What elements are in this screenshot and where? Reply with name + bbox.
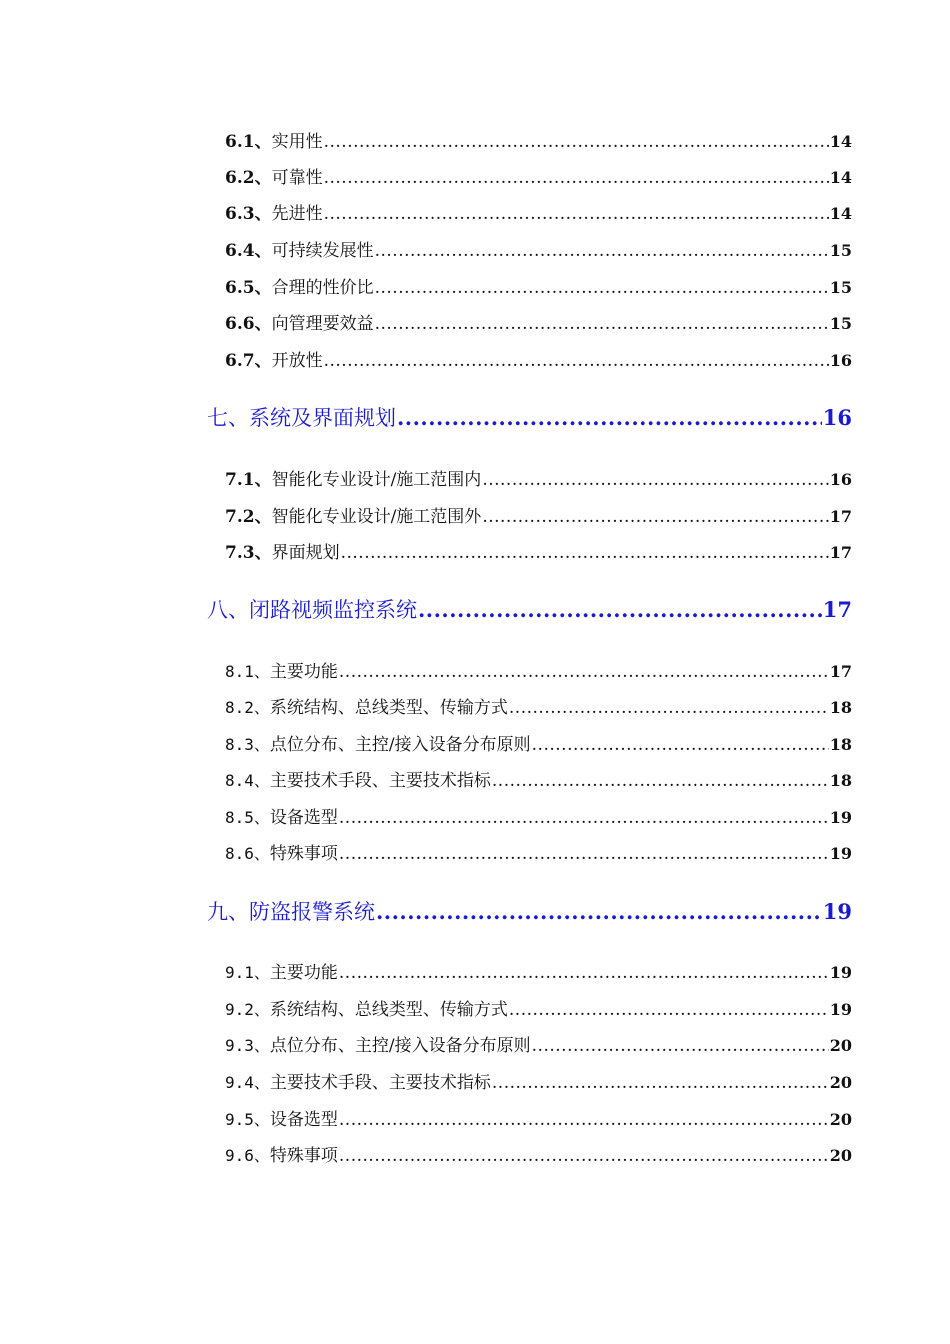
toc-entry-title: 主要功能 (269, 963, 338, 983)
toc-dot-leader (492, 771, 829, 791)
toc-dot-leader (324, 168, 829, 188)
toc-dot-leader (375, 241, 829, 261)
toc-entry-8-1[interactable] (225, 657, 852, 682)
toc-entry-title: 界面规划 (271, 543, 340, 563)
toc-entry-title: 主要技术手段、主要技术指标 (269, 1073, 491, 1093)
toc-entry-title: 特殊事项 (269, 1146, 338, 1166)
toc-dot-leader (482, 470, 828, 490)
toc-dot-leader (532, 1036, 829, 1056)
toc-entry-9-5[interactable] (225, 1105, 852, 1130)
toc-dot-leader (339, 662, 829, 682)
toc-page-number: 19 (829, 1000, 852, 1019)
toc-entry-9-6[interactable] (225, 1141, 852, 1166)
toc-entry-8-5[interactable] (225, 803, 852, 828)
toc-entry-number: 6.5、 (225, 278, 272, 298)
toc-dot-leader (324, 132, 829, 152)
toc-dot-leader (492, 1073, 829, 1093)
toc-page-number: 14 (829, 132, 852, 151)
toc-dot-leader (418, 597, 822, 622)
toc-entry-number: 8.1、 (225, 662, 270, 681)
toc-dot-leader (339, 808, 829, 828)
toc-entry-6-5[interactable] (225, 273, 852, 298)
toc-dot-leader (376, 899, 822, 924)
toc-entry-title: 特殊事项 (269, 844, 338, 864)
toc-page-number: 16 (829, 470, 852, 489)
toc-page-number: 17 (829, 543, 852, 562)
toc-entry-number: 8.5、 (225, 808, 270, 827)
toc-dot-leader (339, 1110, 829, 1130)
toc-entry-9-1[interactable] (225, 958, 852, 983)
toc-entry-number: 9.2、 (225, 1000, 270, 1019)
toc-entry-9-4[interactable] (225, 1068, 852, 1093)
toc-page-number: 20 (829, 1036, 852, 1055)
toc-entry-number: 6.6、 (225, 314, 272, 334)
toc-entry-title: 设备选型 (269, 808, 338, 828)
toc-page-number: 19 (829, 844, 852, 863)
toc-entry-6-2[interactable] (225, 163, 852, 188)
toc-chapter-title: 闭路视频监控系统 (249, 598, 417, 622)
toc-dot-leader (339, 963, 829, 983)
toc-chapter-number: 九、 (207, 900, 249, 924)
toc-page-number: 15 (829, 314, 852, 333)
toc-chapter-number: 八、 (207, 598, 249, 622)
toc-entry-title: 先进性 (271, 204, 323, 224)
toc-dot-leader (339, 844, 829, 864)
toc-entry-number: 9.3、 (225, 1036, 270, 1055)
toc-chapter-9[interactable] (207, 896, 852, 926)
toc-dot-leader (375, 314, 829, 334)
toc-entry-8-6[interactable] (225, 839, 852, 864)
toc-entry-8-3[interactable] (225, 730, 852, 755)
toc-entry-7-1[interactable] (225, 465, 852, 490)
toc-entry-title: 实用性 (271, 132, 323, 152)
toc-entry-number: 9.4、 (225, 1073, 270, 1092)
toc-entry-6-4[interactable] (225, 236, 852, 261)
toc-entry-title: 向管理要效益 (271, 314, 374, 334)
toc-entry-number: 8.3、 (225, 735, 270, 754)
toc-entry-number: 7.2、 (225, 507, 272, 527)
toc-dot-leader (509, 698, 829, 718)
toc-entry-number: 6.3、 (225, 204, 272, 224)
toc-entry-title: 系统结构、总线类型、传输方式 (269, 698, 508, 718)
toc-dot-leader (324, 351, 829, 371)
toc-entry-number: 6.4、 (225, 241, 272, 261)
toc-entry-title: 设备选型 (269, 1110, 338, 1130)
toc-dot-leader (482, 507, 828, 527)
toc-dot-leader (397, 405, 822, 430)
toc-entry-number: 9.6、 (225, 1146, 270, 1165)
toc-page-number: 15 (829, 278, 852, 297)
toc-dot-leader (375, 278, 829, 298)
toc-entry-number: 6.1、 (225, 132, 272, 152)
toc-page-number: 18 (829, 735, 852, 754)
toc-entry-6-3[interactable] (225, 199, 852, 224)
toc-entry-6-1[interactable] (225, 127, 852, 152)
toc-entry-number: 6.7、 (225, 351, 272, 371)
toc-page-number: 15 (829, 241, 852, 260)
toc-chapter-number: 七、 (207, 406, 249, 430)
toc-entry-number: 9.1、 (225, 963, 270, 982)
toc-entry-title: 可持续发展性 (271, 241, 374, 261)
toc-page-number: 18 (829, 771, 852, 790)
toc-page-number: 14 (829, 204, 852, 223)
toc-entry-number: 8.6、 (225, 844, 270, 863)
toc-page-number: 14 (829, 168, 852, 187)
toc-page-number: 17 (829, 662, 852, 681)
toc-entry-title: 智能化专业设计/施工范围外 (271, 507, 482, 527)
toc-entry-number: 8.2、 (225, 698, 270, 717)
toc-chapter-7[interactable] (207, 402, 852, 432)
toc-entry-8-2[interactable] (225, 693, 852, 718)
toc-entry-title: 可靠性 (271, 168, 323, 188)
toc-dot-leader (341, 543, 829, 563)
toc-page-number: 20 (829, 1110, 852, 1129)
toc-entry-6-6[interactable] (225, 309, 852, 334)
toc-entry-title: 合理的性价比 (271, 278, 374, 298)
toc-entry-title: 点位分布、主控/接入设备分布原则 (269, 735, 531, 755)
toc-page-number: 20 (829, 1073, 852, 1092)
toc-page-number: 16 (822, 405, 852, 430)
toc-dot-leader (509, 1000, 829, 1020)
toc-page-number: 20 (829, 1146, 852, 1165)
toc-entry-title: 点位分布、主控/接入设备分布原则 (269, 1036, 531, 1056)
toc-entry-9-2[interactable] (225, 995, 852, 1020)
toc-dot-leader (532, 735, 829, 755)
toc-dot-leader (339, 1146, 829, 1166)
toc-chapter-title: 防盗报警系统 (249, 900, 375, 924)
toc-entry-8-4[interactable] (225, 766, 852, 791)
toc-entry-7-2[interactable] (225, 502, 852, 527)
toc-dot-leader (324, 204, 829, 224)
toc-entry-number: 9.5、 (225, 1110, 270, 1129)
toc-entry-title: 系统结构、总线类型、传输方式 (269, 1000, 508, 1020)
toc-entry-number: 7.1、 (225, 470, 272, 490)
toc-page-number: 17 (822, 597, 852, 622)
toc-page-number: 17 (829, 507, 852, 526)
toc-page-number: 19 (829, 808, 852, 827)
toc-entry-number: 6.2、 (225, 168, 272, 188)
toc-entry-number: 7.3、 (225, 543, 272, 563)
toc-entry-6-7[interactable] (225, 346, 852, 371)
toc-entry-title: 主要技术手段、主要技术指标 (269, 771, 491, 791)
toc-page-number: 19 (822, 899, 852, 924)
toc-entry-7-3[interactable] (225, 538, 852, 563)
toc-chapter-8[interactable] (207, 594, 852, 624)
toc-chapter-title: 系统及界面规划 (249, 406, 396, 430)
toc-entry-number: 8.4、 (225, 771, 270, 790)
toc-entry-title: 主要功能 (269, 662, 338, 682)
toc-page-number: 16 (829, 351, 852, 370)
toc-page-number: 18 (829, 698, 852, 717)
toc-page-number: 19 (829, 963, 852, 982)
toc-entry-title: 智能化专业设计/施工范围内 (271, 470, 482, 490)
toc-entry-9-3[interactable] (225, 1031, 852, 1056)
toc-entry-title: 开放性 (271, 351, 323, 371)
